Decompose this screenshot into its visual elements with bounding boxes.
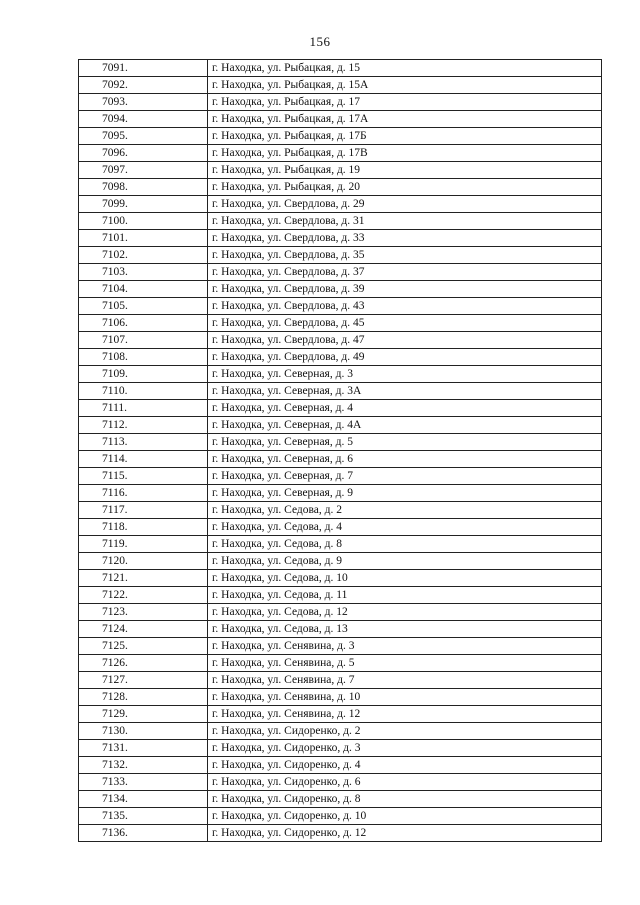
row-number-cell: 7098.: [79, 179, 208, 196]
row-number-cell: 7093.: [79, 94, 208, 111]
address-cell: г. Находка, ул. Свердлова, д. 35: [208, 247, 602, 264]
address-cell: г. Находка, ул. Северная, д. 4А: [208, 417, 602, 434]
table-row: [79, 757, 602, 774]
address-cell: г. Находка, ул. Седова, д. 8: [208, 536, 602, 553]
row-number-cell: 7123.: [79, 604, 208, 621]
row-number-cell: 7097.: [79, 162, 208, 179]
address-cell: г. Находка, ул. Сидоренко, д. 10: [208, 808, 602, 825]
row-number-cell: 7111.: [79, 400, 208, 417]
row-number-cell: 7121.: [79, 570, 208, 587]
table-row: [79, 162, 602, 179]
row-number-cell: 7115.: [79, 468, 208, 485]
row-number-cell: 7103.: [79, 264, 208, 281]
address-cell: г. Находка, ул. Свердлова, д. 45: [208, 315, 602, 332]
table-row: [79, 366, 602, 383]
table-row: [79, 587, 602, 604]
table-row: [79, 60, 602, 77]
table-row: [79, 128, 602, 145]
address-cell: г. Находка, ул. Рыбацкая, д. 15А: [208, 77, 602, 94]
address-cell: г. Находка, ул. Свердлова, д. 43: [208, 298, 602, 315]
table-row: [79, 332, 602, 349]
table-row: [79, 349, 602, 366]
address-cell: г. Находка, ул. Северная, д. 5: [208, 434, 602, 451]
address-cell: г. Находка, ул. Сидоренко, д. 3: [208, 740, 602, 757]
row-number-cell: 7133.: [79, 774, 208, 791]
address-cell: г. Находка, ул. Сидоренко, д. 6: [208, 774, 602, 791]
address-cell: г. Находка, ул. Рыбацкая, д. 17Б: [208, 128, 602, 145]
row-number-cell: 7136.: [79, 825, 208, 842]
address-cell: г. Находка, ул. Свердлова, д. 49: [208, 349, 602, 366]
address-cell: г. Находка, ул. Рыбацкая, д. 17: [208, 94, 602, 111]
table-row: [79, 689, 602, 706]
address-cell: г. Находка, ул. Северная, д. 6: [208, 451, 602, 468]
row-number-cell: 7120.: [79, 553, 208, 570]
row-number-cell: 7129.: [79, 706, 208, 723]
row-number-cell: 7116.: [79, 485, 208, 502]
address-cell: г. Находка, ул. Седова, д. 9: [208, 553, 602, 570]
address-table: [78, 59, 602, 842]
row-number-cell: 7114.: [79, 451, 208, 468]
table-row: [79, 230, 602, 247]
row-number-cell: 7092.: [79, 77, 208, 94]
address-cell: г. Находка, ул. Свердлова, д. 31: [208, 213, 602, 230]
address-cell: г. Находка, ул. Северная, д. 4: [208, 400, 602, 417]
address-table-body: [79, 60, 602, 842]
row-number-cell: 7100.: [79, 213, 208, 230]
row-number-cell: 7134.: [79, 791, 208, 808]
row-number-cell: 7102.: [79, 247, 208, 264]
address-cell: г. Находка, ул. Северная, д. 3А: [208, 383, 602, 400]
table-row: [79, 145, 602, 162]
table-row: [79, 808, 602, 825]
table-row: [79, 825, 602, 842]
row-number-cell: 7091.: [79, 60, 208, 77]
table-row: [79, 77, 602, 94]
table-row: [79, 791, 602, 808]
address-cell: г. Находка, ул. Северная, д. 7: [208, 468, 602, 485]
address-cell: г. Находка, ул. Сенявина, д. 12: [208, 706, 602, 723]
address-cell: г. Находка, ул. Сенявина, д. 7: [208, 672, 602, 689]
address-cell: г. Находка, ул. Сенявина, д. 10: [208, 689, 602, 706]
table-row: [79, 94, 602, 111]
table-row: [79, 281, 602, 298]
table-row: [79, 740, 602, 757]
table-row: [79, 264, 602, 281]
table-row: [79, 723, 602, 740]
address-cell: г. Находка, ул. Свердлова, д. 37: [208, 264, 602, 281]
address-cell: г. Находка, ул. Сидоренко, д. 12: [208, 825, 602, 842]
row-number-cell: 7104.: [79, 281, 208, 298]
table-row: [79, 451, 602, 468]
address-cell: г. Находка, ул. Рыбацкая, д. 17А: [208, 111, 602, 128]
table-row: [79, 111, 602, 128]
address-cell: г. Находка, ул. Седова, д. 4: [208, 519, 602, 536]
table-row: [79, 196, 602, 213]
table-row: [79, 468, 602, 485]
row-number-cell: 7135.: [79, 808, 208, 825]
row-number-cell: 7117.: [79, 502, 208, 519]
row-number-cell: 7095.: [79, 128, 208, 145]
address-cell: г. Находка, ул. Сидоренко, д. 8: [208, 791, 602, 808]
address-cell: г. Находка, ул. Рыбацкая, д. 15: [208, 60, 602, 77]
row-number-cell: 7122.: [79, 587, 208, 604]
table-row: [79, 621, 602, 638]
address-cell: г. Находка, ул. Сидоренко, д. 4: [208, 757, 602, 774]
row-number-cell: 7118.: [79, 519, 208, 536]
row-number-cell: 7131.: [79, 740, 208, 757]
address-cell: г. Находка, ул. Седова, д. 11: [208, 587, 602, 604]
row-number-cell: 7132.: [79, 757, 208, 774]
row-number-cell: 7106.: [79, 315, 208, 332]
table-row: [79, 553, 602, 570]
address-cell: г. Находка, ул. Седова, д. 2: [208, 502, 602, 519]
table-row: [79, 298, 602, 315]
row-number-cell: 7096.: [79, 145, 208, 162]
address-cell: г. Находка, ул. Рыбацкая, д. 17В: [208, 145, 602, 162]
table-row: [79, 604, 602, 621]
table-row: [79, 502, 602, 519]
address-cell: г. Находка, ул. Рыбацкая, д. 20: [208, 179, 602, 196]
row-number-cell: 7128.: [79, 689, 208, 706]
table-row: [79, 247, 602, 264]
row-number-cell: 7099.: [79, 196, 208, 213]
row-number-cell: 7110.: [79, 383, 208, 400]
address-cell: г. Находка, ул. Свердлова, д. 29: [208, 196, 602, 213]
row-number-cell: 7119.: [79, 536, 208, 553]
row-number-cell: 7094.: [79, 111, 208, 128]
row-number-cell: 7124.: [79, 621, 208, 638]
row-number-cell: 7125.: [79, 638, 208, 655]
table-row: [79, 672, 602, 689]
address-cell: г. Находка, ул. Северная, д. 9: [208, 485, 602, 502]
address-cell: г. Находка, ул. Северная, д. 3: [208, 366, 602, 383]
table-row: [79, 417, 602, 434]
address-cell: г. Находка, ул. Сенявина, д. 3: [208, 638, 602, 655]
table-row: [79, 213, 602, 230]
row-number-cell: 7127.: [79, 672, 208, 689]
table-row: [79, 655, 602, 672]
row-number-cell: 7105.: [79, 298, 208, 315]
address-cell: г. Находка, ул. Свердлова, д. 33: [208, 230, 602, 247]
row-number-cell: 7130.: [79, 723, 208, 740]
row-number-cell: 7101.: [79, 230, 208, 247]
row-number-cell: 7107.: [79, 332, 208, 349]
address-cell: г. Находка, ул. Сенявина, д. 5: [208, 655, 602, 672]
row-number-cell: 7108.: [79, 349, 208, 366]
address-cell: г. Находка, ул. Седова, д. 12: [208, 604, 602, 621]
table-row: [79, 570, 602, 587]
page-number: 156: [309, 34, 331, 49]
table-row: [79, 179, 602, 196]
table-row: [79, 774, 602, 791]
address-cell: г. Находка, ул. Седова, д. 10: [208, 570, 602, 587]
row-number-cell: 7113.: [79, 434, 208, 451]
row-number-cell: 7126.: [79, 655, 208, 672]
table-row: [79, 315, 602, 332]
address-cell: г. Находка, ул. Седова, д. 13: [208, 621, 602, 638]
address-cell: г. Находка, ул. Сидоренко, д. 2: [208, 723, 602, 740]
row-number-cell: 7112.: [79, 417, 208, 434]
table-row: [79, 706, 602, 723]
table-row: [79, 434, 602, 451]
table-row: [79, 536, 602, 553]
table-row: [79, 383, 602, 400]
table-row: [79, 519, 602, 536]
address-cell: г. Находка, ул. Свердлова, д. 39: [208, 281, 602, 298]
table-row: [79, 638, 602, 655]
address-cell: г. Находка, ул. Рыбацкая, д. 19: [208, 162, 602, 179]
address-cell: г. Находка, ул. Свердлова, д. 47: [208, 332, 602, 349]
table-row: [79, 485, 602, 502]
table-row: [79, 400, 602, 417]
row-number-cell: 7109.: [79, 366, 208, 383]
